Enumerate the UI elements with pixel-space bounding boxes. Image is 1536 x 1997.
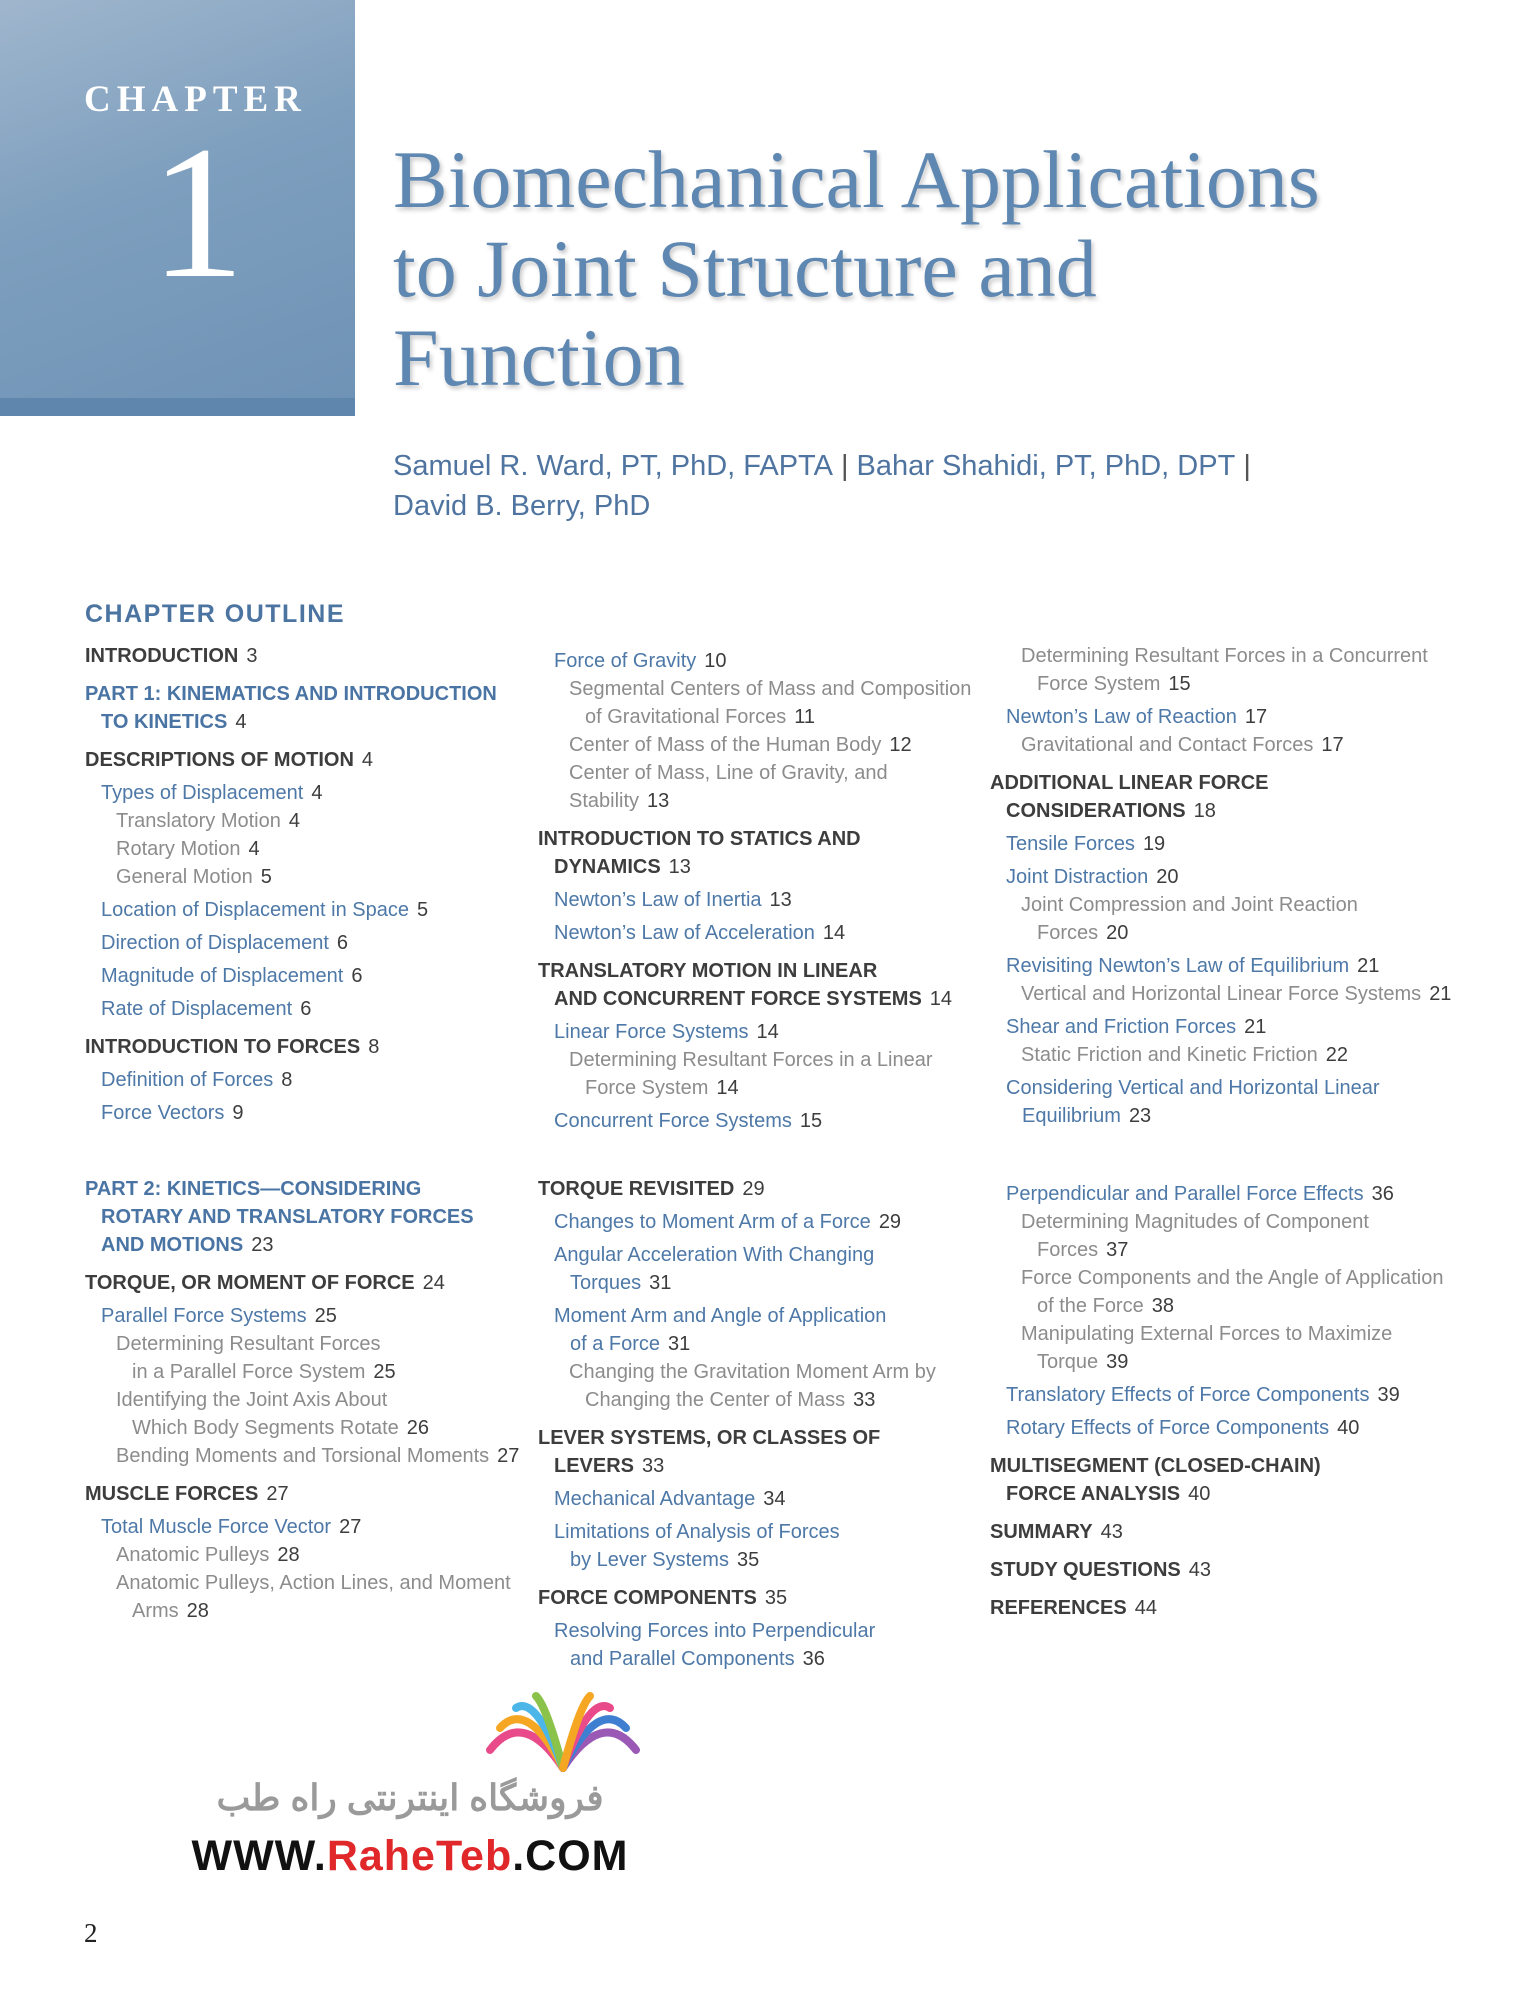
entry-title: Static Friction and Kinetic Friction xyxy=(1021,1044,1318,1066)
entry-title: Limitations of Analysis of Forces xyxy=(554,1521,840,1543)
entry-title: ROTARY AND TRANSLATORY FORCES xyxy=(101,1206,474,1228)
entry-title: TORQUE, OR MOMENT OF FORCE xyxy=(85,1272,415,1294)
url-brand: RaheTeb xyxy=(326,1832,513,1880)
outline-entry xyxy=(990,980,1460,1008)
entry-title: Perpendicular and Parallel Force Effects xyxy=(1006,1183,1364,1205)
outline-entry xyxy=(85,1099,525,1127)
entry-title: Shear and Friction Forces xyxy=(1006,1016,1237,1038)
outline-entry xyxy=(538,647,978,675)
entry-page-number: 22 xyxy=(1325,1044,1349,1066)
outline-entry xyxy=(538,1208,978,1236)
outline-entry xyxy=(990,1264,1460,1320)
entry-title: INTRODUCTION xyxy=(85,645,239,667)
entry-page-number: 40 xyxy=(1188,1483,1211,1505)
entry-page-number: 33 xyxy=(853,1389,876,1411)
outline-entry xyxy=(990,1556,1460,1584)
entry-title: Location of Displacement in Space xyxy=(101,899,409,921)
outline-entry xyxy=(538,1485,978,1513)
outline-entry xyxy=(85,680,525,736)
entry-page-number: 28 xyxy=(186,1600,209,1622)
entry-title: Anatomic Pulleys xyxy=(116,1544,270,1566)
entry-title: Considering Vertical and Horizontal Linear xyxy=(1006,1077,1380,1099)
entry-page-number: 10 xyxy=(704,650,727,672)
entry-title: FORCE COMPONENTS xyxy=(538,1587,757,1609)
entry-page-number: 40 xyxy=(1337,1417,1360,1439)
author-name: David B. Berry, PhD xyxy=(393,490,651,522)
outline-entry xyxy=(990,1320,1460,1376)
outline-entry xyxy=(538,759,978,815)
entry-title: Determining Resultant Forces xyxy=(116,1333,381,1355)
entry-title: TORQUE REVISITED xyxy=(538,1178,735,1200)
entry-title: Definition of Forces xyxy=(101,1069,274,1091)
entry-title: Changes to Moment Arm of a Force xyxy=(554,1211,871,1233)
outline-entry xyxy=(85,779,525,807)
chapter-banner-strip xyxy=(0,398,355,416)
entry-page-number: 11 xyxy=(794,706,815,728)
outline-entry xyxy=(85,929,525,957)
entry-title: General Motion xyxy=(116,866,253,888)
outline-entry xyxy=(990,731,1460,759)
entry-page-number: 20 xyxy=(1106,922,1129,944)
entry-title: Magnitude of Displacement xyxy=(101,965,344,987)
entry-title: Anatomic Pulleys, Action Lines, and Moment xyxy=(116,1572,511,1594)
entry-title: Concurrent Force Systems xyxy=(554,1110,792,1132)
entry-title: Translatory Effects of Force Components xyxy=(1006,1384,1370,1406)
entry-title: Manipulating External Forces to Maximize xyxy=(1021,1323,1393,1345)
entry-title: Identifying the Joint Axis About xyxy=(116,1389,388,1411)
outline-heading: CHAPTER OUTLINE xyxy=(85,600,345,628)
entry-page-number: 21 xyxy=(1357,955,1380,977)
author-separator: | xyxy=(1243,450,1251,482)
entry-page-number: 36 xyxy=(1371,1183,1394,1205)
outline-entry xyxy=(538,957,978,1013)
entry-title: Bending Moments and Torsional Moments xyxy=(116,1445,490,1467)
entry-page-number: 13 xyxy=(769,889,792,911)
entry-title: Changing the Gravitation Moment Arm by xyxy=(569,1361,936,1383)
entry-title: Newton’s Law of Acceleration xyxy=(554,922,815,944)
title-line: Biomechanical Applications xyxy=(393,134,1320,225)
entry-title: Center of Mass, Line of Gravity, and Stability xyxy=(569,762,888,812)
entry-page-number: 15 xyxy=(799,1110,823,1132)
entry-page-number: 6 xyxy=(300,998,312,1020)
entry-title: Moment Arm and Angle of Application xyxy=(554,1305,887,1327)
entry-title: Arms 28 xyxy=(132,1600,209,1622)
entry-title: AND CONCURRENT FORCE SYSTEMS 14 xyxy=(554,988,953,1010)
outline-entry xyxy=(538,1302,978,1358)
entry-page-number: 27 xyxy=(497,1445,520,1467)
entry-page-number: 31 xyxy=(668,1333,691,1355)
entry-page-number: 6 xyxy=(351,965,363,987)
outline-entry xyxy=(85,642,525,670)
entry-title: MUSCLE FORCES xyxy=(85,1483,259,1505)
entry-page-number: 13 xyxy=(647,790,670,812)
outline-entry xyxy=(990,1414,1460,1442)
outline-column-5 xyxy=(538,1175,978,1673)
watermark-persian-text: فروشگاه اینترنتی راه طب xyxy=(216,1777,604,1818)
entry-title: Forces 20 xyxy=(1037,922,1129,944)
entry-page-number: 27 xyxy=(339,1516,362,1538)
entry-page-number: 17 xyxy=(1244,706,1268,728)
entry-title: Force of Gravity xyxy=(554,650,697,672)
entry-title: Force System 15 xyxy=(1037,673,1191,695)
outline-entry xyxy=(990,1180,1460,1208)
entry-title: Which Body Segments Rotate 26 xyxy=(132,1417,430,1439)
entry-page-number: 43 xyxy=(1188,1559,1212,1581)
entry-title: Direction of Displacement xyxy=(101,932,329,954)
entry-page-number: 14 xyxy=(716,1077,739,1099)
entry-page-number: 33 xyxy=(642,1455,665,1477)
entry-page-number: 23 xyxy=(251,1234,274,1256)
entry-title: Types of Displacement xyxy=(101,782,304,804)
entry-page-number: 4 xyxy=(248,838,260,860)
entry-title: Rotary Effects of Force Components xyxy=(1006,1417,1330,1439)
outline-entry xyxy=(990,863,1460,891)
author-name: Bahar Shahidi, PT, PhD, DPT xyxy=(856,450,1236,482)
outline-entry xyxy=(990,1518,1460,1546)
entry-title: Determining Resultant Forces in a Concurrent xyxy=(1021,645,1428,667)
outline-entry xyxy=(85,1330,525,1386)
entry-title: Total Muscle Force Vector xyxy=(101,1516,332,1538)
outline-entry xyxy=(990,769,1460,825)
entry-title: of a Force 31 xyxy=(570,1333,691,1355)
url-suffix: .COM xyxy=(512,1832,629,1880)
outline-entry xyxy=(538,1018,978,1046)
open-book-rainbow-icon xyxy=(478,1690,648,1775)
outline-entry xyxy=(538,1584,978,1612)
entry-page-number: 4 xyxy=(311,782,323,804)
outline-column-1 xyxy=(85,642,525,1127)
entry-title: Revisiting Newton’s Law of Equilibrium xyxy=(1006,955,1350,977)
entry-title: Center of Mass of the Human Body xyxy=(569,734,882,756)
outline-column-6 xyxy=(990,1175,1460,1622)
entry-title: REFERENCES xyxy=(990,1597,1127,1619)
entry-title: TRANSLATORY MOTION IN LINEAR xyxy=(538,960,878,982)
entry-page-number: 35 xyxy=(736,1549,760,1571)
entry-title: in a Parallel Force System 25 xyxy=(132,1361,396,1383)
outline-entry xyxy=(990,830,1460,858)
outline-entry xyxy=(538,1241,978,1297)
entry-title: Angular Acceleration With Changing xyxy=(554,1244,875,1266)
entry-title: of the Force 38 xyxy=(1037,1295,1174,1317)
entry-page-number: 4 xyxy=(361,749,374,771)
outline-entry xyxy=(85,1175,525,1259)
entry-title: Gravitational and Contact Forces xyxy=(1021,734,1314,756)
entry-page-number: 14 xyxy=(756,1021,779,1043)
outline-entry xyxy=(990,891,1460,947)
entry-page-number: 35 xyxy=(764,1587,788,1609)
entry-page-number: 4 xyxy=(235,711,247,733)
entry-page-number: 44 xyxy=(1134,1597,1157,1619)
entry-page-number: 39 xyxy=(1106,1351,1129,1373)
outline-entry xyxy=(538,675,978,731)
outline-entry xyxy=(990,1594,1460,1622)
outline-entry xyxy=(538,1358,978,1414)
entry-page-number: 13 xyxy=(668,856,691,878)
url-prefix: WWW. xyxy=(191,1832,327,1880)
outline-entry xyxy=(85,962,525,990)
title-line: to Joint Structure and xyxy=(393,223,1097,314)
outline-entry xyxy=(538,1175,978,1203)
outline-entry xyxy=(990,1013,1460,1041)
entry-title: TO KINETICS 4 xyxy=(101,711,247,733)
outline-entry xyxy=(85,835,525,863)
entry-title: STUDY QUESTIONS xyxy=(990,1559,1181,1581)
entry-title: INTRODUCTION TO FORCES xyxy=(85,1036,361,1058)
outline-entry xyxy=(85,896,525,924)
entry-title: Mechanical Advantage xyxy=(554,1488,756,1510)
entry-page-number: 4 xyxy=(288,810,300,832)
entry-title: Determining Resultant Forces in a Linear xyxy=(569,1049,933,1071)
entry-page-number: 36 xyxy=(802,1648,825,1670)
outline-column-4 xyxy=(85,1175,525,1625)
entry-title: and Parallel Components 36 xyxy=(570,1648,825,1670)
entry-title: MULTISEGMENT (CLOSED-CHAIN) xyxy=(990,1455,1321,1477)
entry-title: Force Components and the Angle of Application xyxy=(1021,1267,1444,1289)
chapter-label: CHAPTER xyxy=(84,79,307,120)
entry-title: Rate of Displacement xyxy=(101,998,293,1020)
entry-title: Parallel Force Systems xyxy=(101,1305,307,1327)
outline-entry xyxy=(990,1452,1460,1508)
entry-page-number: 5 xyxy=(416,899,429,921)
outline-entry xyxy=(990,1208,1460,1264)
outline-entry xyxy=(85,807,525,835)
entry-page-number: 39 xyxy=(1377,1384,1400,1406)
entry-page-number: 31 xyxy=(649,1272,672,1294)
outline-entry xyxy=(538,1046,978,1102)
outline-entry xyxy=(990,1074,1460,1130)
entry-page-number: 25 xyxy=(373,1361,396,1383)
outline-entry xyxy=(85,1480,525,1508)
entry-title: Torque 39 xyxy=(1037,1351,1129,1373)
author-name: Samuel R. Ward, PT, PhD, FAPTA xyxy=(393,450,833,482)
entry-title: Newton’s Law of Inertia xyxy=(554,889,762,911)
entry-title: INTRODUCTION TO STATICS AND xyxy=(538,828,861,850)
entry-page-number: 21 xyxy=(1429,983,1452,1005)
entry-page-number: 43 xyxy=(1100,1521,1123,1543)
outline-entry xyxy=(538,886,978,914)
entry-title: Joint Compression and Joint Reaction xyxy=(1021,894,1358,916)
entry-title: PART 1: KINEMATICS AND INTRODUCTION xyxy=(85,683,497,705)
entry-title: Changing the Center of Mass 33 xyxy=(585,1389,876,1411)
entry-page-number: 21 xyxy=(1244,1016,1267,1038)
outline-entry xyxy=(538,825,978,881)
outline-entry xyxy=(990,952,1460,980)
entry-title: Tensile Forces xyxy=(1006,833,1135,855)
outline-entry xyxy=(85,1033,525,1061)
watermark-url xyxy=(170,1832,650,1881)
outline-entry xyxy=(85,1442,525,1470)
entry-page-number: 9 xyxy=(232,1102,244,1124)
entry-page-number: 6 xyxy=(336,932,348,954)
entry-page-number: 29 xyxy=(742,1178,765,1200)
page-number: 2 xyxy=(84,1918,98,1948)
entry-title: Resolving Forces into Perpendicular xyxy=(554,1620,876,1642)
outline-entry xyxy=(85,995,525,1023)
outline-column-3 xyxy=(990,642,1460,1130)
entry-title: Segmental Centers of Mass and Composition xyxy=(569,678,972,700)
entry-page-number: 3 xyxy=(246,645,258,667)
entry-page-number: 34 xyxy=(763,1488,786,1510)
entry-page-number: 20 xyxy=(1156,866,1179,888)
entry-title: Torques 31 xyxy=(570,1272,672,1294)
entry-page-number: 19 xyxy=(1142,833,1166,855)
entry-page-number: 8 xyxy=(281,1069,293,1091)
entry-title: Forces 37 xyxy=(1037,1239,1129,1261)
outline-entry xyxy=(85,1513,525,1541)
entry-title: Force Vectors xyxy=(101,1102,225,1124)
entry-page-number: 24 xyxy=(422,1272,445,1294)
entry-title: Vertical and Horizontal Linear Force Systems xyxy=(1021,983,1422,1005)
entry-title: ADDITIONAL LINEAR FORCE xyxy=(990,772,1269,794)
chapter-title xyxy=(393,135,1493,402)
outline-entry xyxy=(990,703,1460,731)
entry-page-number: 28 xyxy=(277,1544,300,1566)
entry-title: Newton’s Law of Reaction xyxy=(1006,706,1237,728)
entry-title: by Lever Systems 35 xyxy=(570,1549,760,1571)
outline-entry xyxy=(990,1041,1460,1069)
entry-title: DESCRIPTIONS OF MOTION xyxy=(85,749,354,771)
author-separator: | xyxy=(840,450,849,482)
outline-entry xyxy=(990,1381,1460,1409)
entry-title: Translatory Motion xyxy=(116,810,281,832)
authors xyxy=(393,446,1393,526)
outline-entry xyxy=(990,642,1460,698)
entry-title: LEVER SYSTEMS, OR CLASSES OF xyxy=(538,1427,881,1449)
outline-entry xyxy=(538,1424,978,1480)
outline-entry xyxy=(538,1107,978,1135)
entry-title: Equilibrium 23 xyxy=(1022,1105,1152,1127)
entry-page-number: 23 xyxy=(1128,1105,1152,1127)
entry-page-number: 5 xyxy=(260,866,272,888)
entry-title: LEVERS 33 xyxy=(554,1455,665,1477)
entry-page-number: 8 xyxy=(368,1036,380,1058)
entry-title: Force System 14 xyxy=(585,1077,739,1099)
entry-page-number: 12 xyxy=(889,734,912,756)
entry-page-number: 29 xyxy=(878,1211,902,1233)
entry-page-number: 14 xyxy=(822,922,846,944)
entry-page-number: 15 xyxy=(1168,673,1191,695)
outline-entry xyxy=(85,1066,525,1094)
outline-entry xyxy=(85,1386,525,1442)
entry-page-number: 25 xyxy=(314,1305,337,1327)
entry-page-number: 38 xyxy=(1151,1295,1174,1317)
entry-page-number: 37 xyxy=(1106,1239,1129,1261)
outline-entry xyxy=(85,1569,525,1625)
entry-title: CONSIDERATIONS 18 xyxy=(1006,800,1216,822)
outline-entry xyxy=(538,1518,978,1574)
outline-entry xyxy=(85,1541,525,1569)
entry-title: FORCE ANALYSIS 40 xyxy=(1006,1483,1211,1505)
outline-entry xyxy=(85,1302,525,1330)
chapter-number: 1 xyxy=(150,108,245,318)
outline-column-2 xyxy=(538,642,978,1135)
outline-entry xyxy=(538,731,978,759)
outline-entry xyxy=(85,863,525,891)
entry-page-number: 18 xyxy=(1193,800,1216,822)
entry-page-number: 27 xyxy=(266,1483,289,1505)
entry-title: Linear Force Systems xyxy=(554,1021,749,1043)
entry-page-number: 26 xyxy=(406,1417,430,1439)
entry-page-number: 17 xyxy=(1321,734,1344,756)
entry-title: of Gravitational Forces 11 xyxy=(585,706,815,728)
entry-title: DYNAMICS 13 xyxy=(554,856,691,878)
entry-title: Joint Distraction xyxy=(1006,866,1149,888)
entry-title: PART 2: KINETICS—CONSIDERING xyxy=(85,1178,422,1200)
outline-entry xyxy=(538,1617,978,1673)
title-line: Function xyxy=(393,312,685,403)
entry-title: Determining Magnitudes of Component xyxy=(1021,1211,1369,1233)
entry-title: SUMMARY xyxy=(990,1521,1093,1543)
entry-title: Rotary Motion xyxy=(116,838,241,860)
entry-page-number: 14 xyxy=(929,988,953,1010)
entry-title: AND MOTIONS 23 xyxy=(101,1234,274,1256)
outline-entry xyxy=(538,919,978,947)
outline-entry xyxy=(85,746,525,774)
outline-entry xyxy=(85,1269,525,1297)
